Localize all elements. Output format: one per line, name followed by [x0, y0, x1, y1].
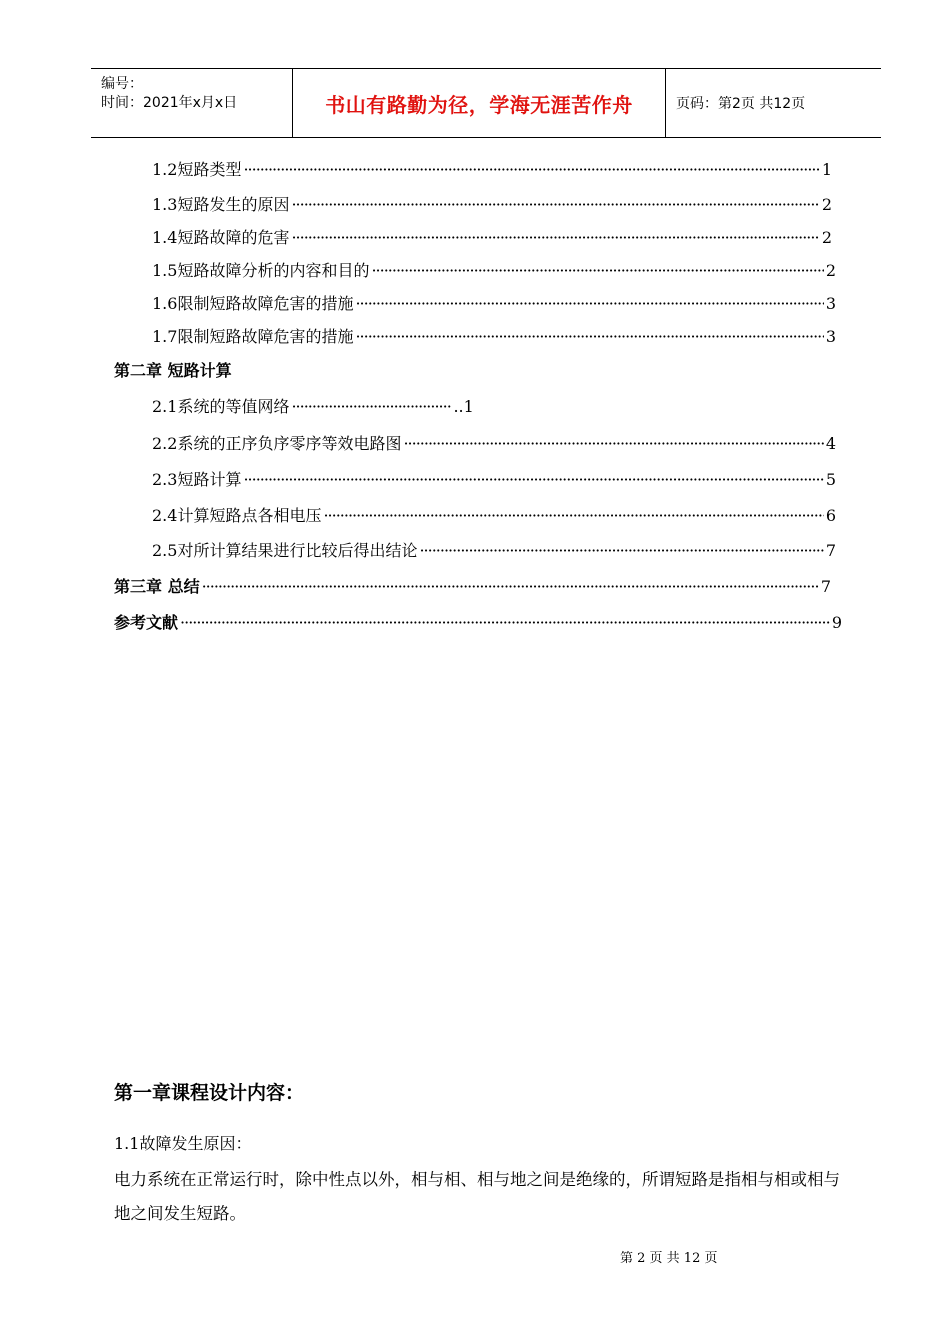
toc-entry[interactable] [152, 227, 832, 249]
toc-leader [323, 505, 823, 527]
toc-leader [180, 612, 830, 634]
toc-entry-page: 6 [825, 506, 836, 525]
toc-entry-title: 第三章 总结 [114, 577, 200, 596]
toc-entry-title: 2.4计算短路点各相电压 [152, 506, 322, 525]
toc-entry[interactable] [152, 194, 832, 216]
toc-leader [243, 469, 823, 491]
toc-entry-title: 第二章 短路计算 [114, 361, 232, 380]
section-title: 1.1故障发生原因： [114, 1134, 252, 1153]
toc-leader [202, 576, 819, 598]
toc-leader [291, 396, 451, 418]
toc-leader [403, 433, 823, 455]
toc-entry-title: 1.2短路类型 [152, 160, 242, 179]
toc-entry-title: 2.5对所计算结果进行比较后得出结论 [152, 541, 418, 560]
toc-leader [243, 159, 819, 181]
time-label: 时间：2021年x月x日 [101, 95, 238, 111]
toc-leader [291, 194, 819, 216]
toc-entry-page: 7 [820, 577, 831, 596]
toc-entry-title: 2.2系统的正序负序零序等效电路图 [152, 434, 402, 453]
toc-entry-title: 1.7限制短路故障危害的措施 [152, 327, 354, 346]
toc-entry[interactable] [152, 159, 832, 181]
toc-entry-page: 9 [831, 613, 842, 632]
body-paragraph: 电力系统在正常运行时，除中性点以外，相与相、相与地之间是绝缘的，所谓短路是指相与相或相与地之间发生短路。 [114, 1170, 840, 1223]
toc-entry-page: 2 [825, 261, 836, 280]
toc-chapter-entry[interactable] [114, 576, 831, 598]
toc-leader [355, 293, 823, 315]
toc-entry-title: 2.3短路计算 [152, 470, 242, 489]
toc-leader [291, 227, 819, 249]
toc-entry-page: 4 [825, 434, 836, 453]
toc-entry-page: 2 [821, 195, 832, 214]
toc-entry-page: ..1 [453, 397, 474, 416]
toc-chapter-entry[interactable] [114, 612, 842, 634]
toc-entry[interactable] [152, 396, 474, 418]
motto-text: 书山有路勤为径，学海无涯苦作舟 [325, 92, 633, 117]
toc-entry-title: 2.1系统的等值网络 [152, 397, 290, 416]
header-meta [91, 69, 293, 137]
toc-entry[interactable] [152, 326, 836, 348]
toc-entry-title: 1.6限制短路故障危害的措施 [152, 294, 354, 313]
toc-entry[interactable] [152, 433, 836, 455]
toc-entry-page: 7 [825, 541, 836, 560]
toc-entry[interactable] [152, 260, 836, 282]
toc-entry-page: 5 [825, 470, 836, 489]
toc-leader [419, 540, 823, 562]
header-page [666, 69, 881, 137]
toc-entry[interactable] [152, 505, 836, 527]
toc-chapter-heading[interactable] [114, 360, 232, 382]
page-label: 页码：第2页 共12页 [676, 96, 806, 112]
toc-entry[interactable] [152, 293, 836, 315]
toc-leader [371, 260, 823, 282]
page-footer: 第 2 页 共 12 页 [620, 1251, 718, 1266]
toc-entry-page: 3 [825, 327, 836, 346]
toc-entry-page: 2 [821, 228, 832, 247]
toc-entry[interactable] [152, 540, 836, 562]
header-motto [293, 69, 666, 137]
toc-entry-page: 1 [821, 160, 832, 179]
toc-leader [355, 326, 823, 348]
chapter-title: 第一章课程设计内容： [114, 1082, 305, 1104]
toc-entry-page: 3 [825, 294, 836, 313]
page-header [91, 68, 881, 138]
toc-entry-title: 1.4短路故障的危害 [152, 228, 290, 247]
toc-entry-title: 1.3短路发生的原因 [152, 195, 290, 214]
toc-entry-title: 1.5短路故障分析的内容和目的 [152, 261, 370, 280]
toc-entry[interactable] [152, 469, 836, 491]
number-label: 编号： [101, 76, 143, 92]
toc-entry-title: 参考文献 [114, 613, 179, 632]
